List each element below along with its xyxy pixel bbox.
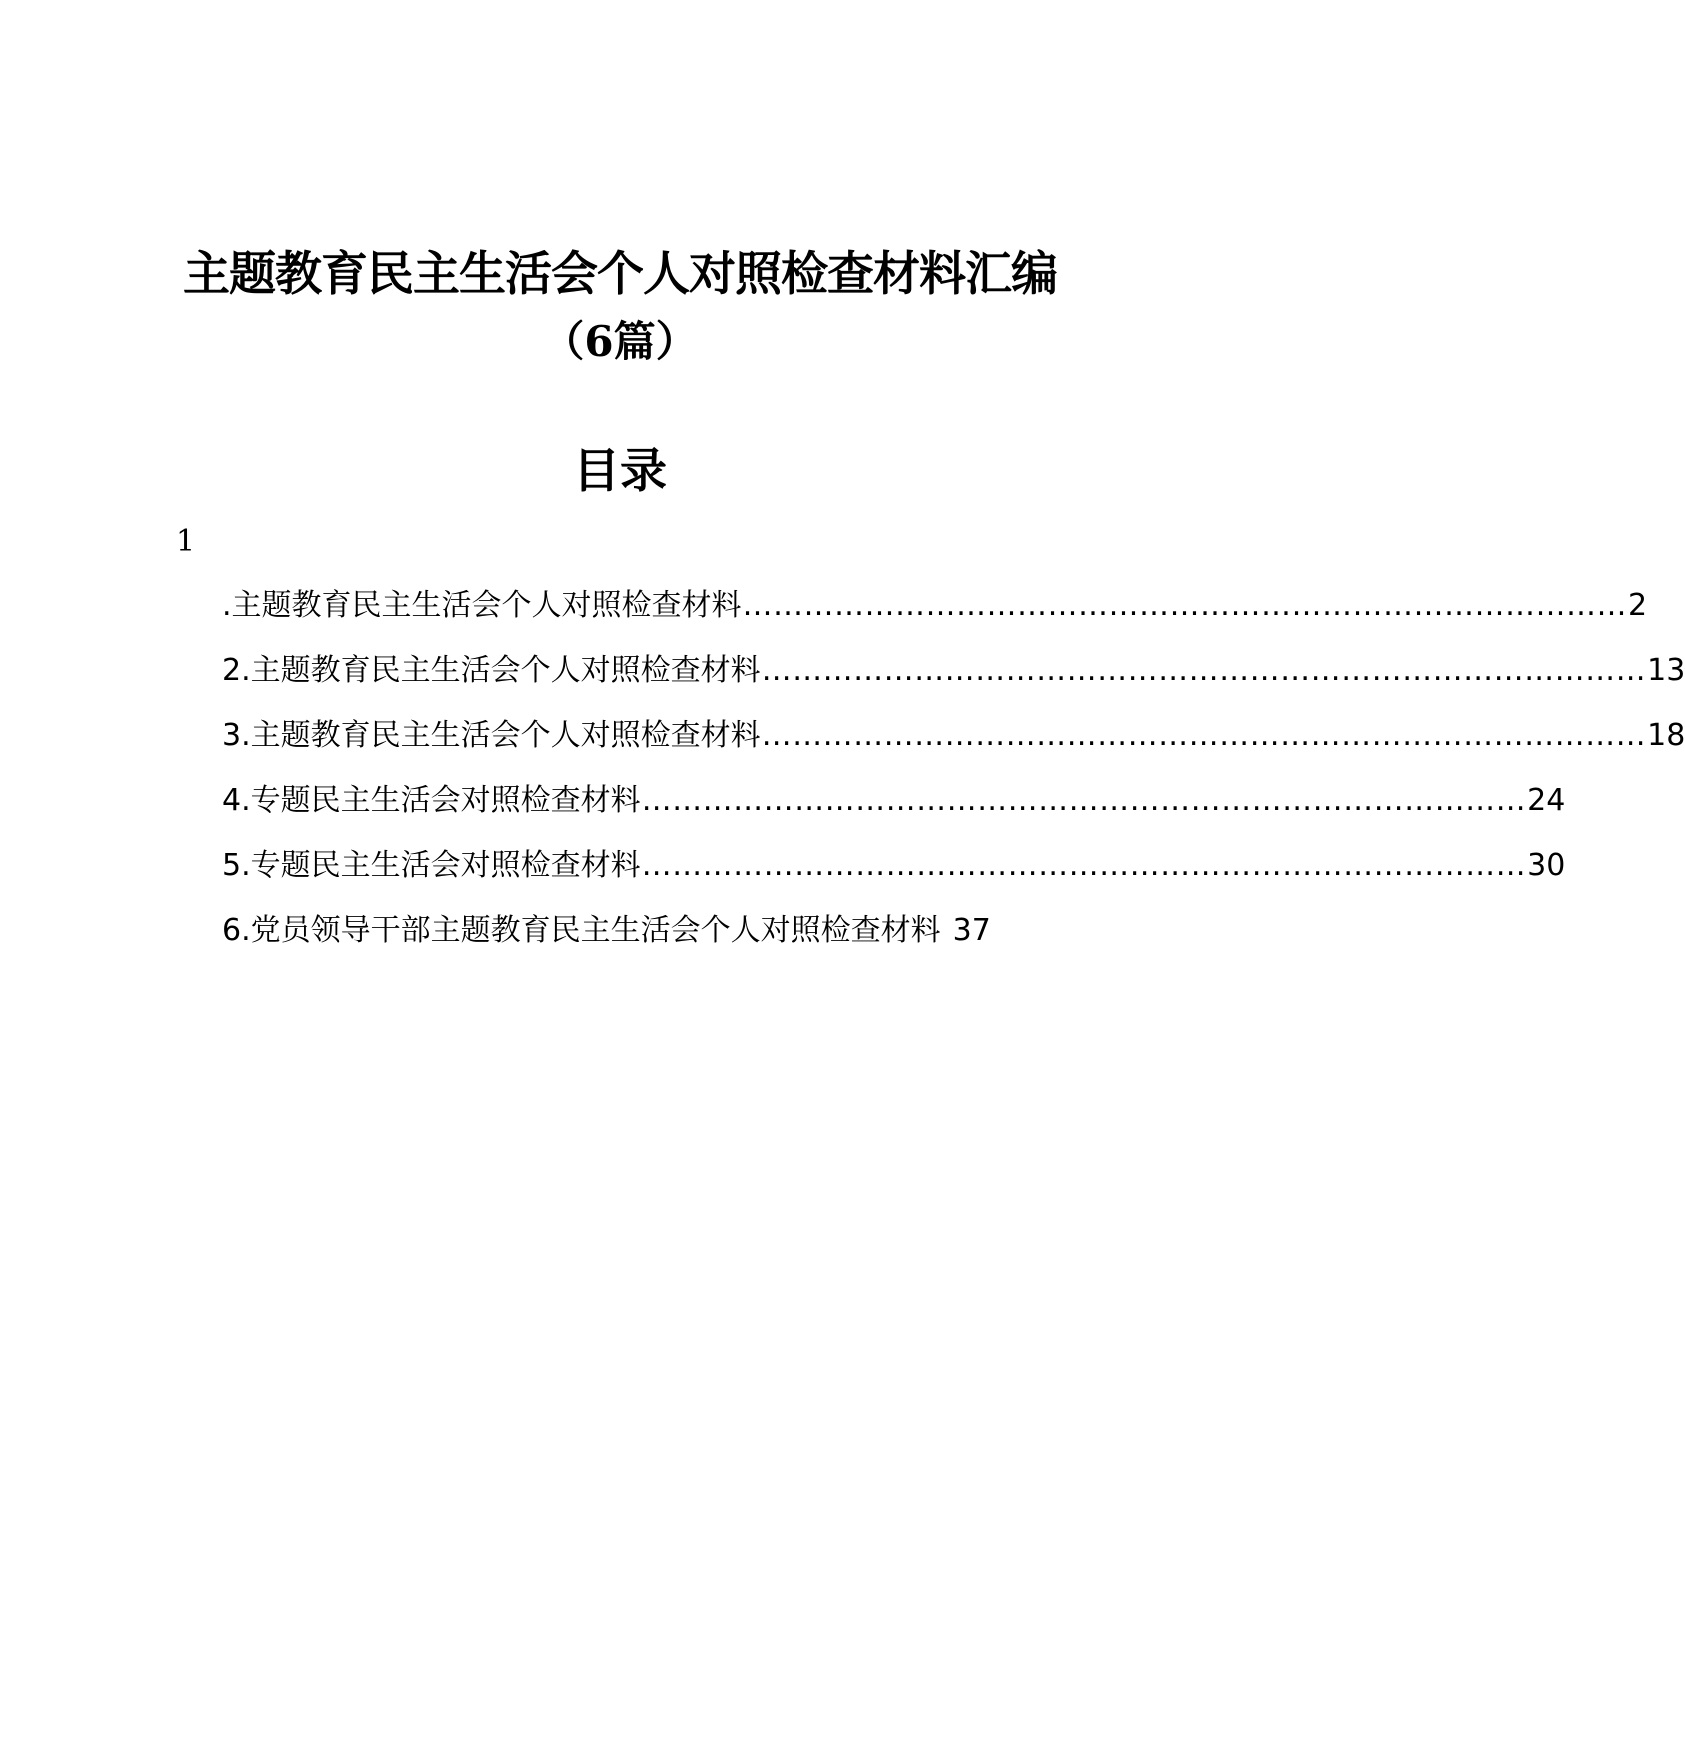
list-marker: 1 <box>176 524 196 559</box>
toc-entry-4[interactable] <box>222 781 1566 846</box>
toc-leader-dots: …………………………………………………………………………… <box>761 718 1647 753</box>
toc-entry-1[interactable] <box>222 586 1648 651</box>
toc-entry-label: 2.主题教育民主生活会个人对照检查材料 <box>222 653 761 688</box>
toc-leader-dots: …………………………………………………………………………… <box>761 653 1647 688</box>
toc-entry-page: 30 <box>1527 848 1566 883</box>
toc-entry-page: 2 <box>1628 588 1648 623</box>
toc-entry-6[interactable] <box>222 911 1082 976</box>
toc-entry-3[interactable] <box>222 716 1685 781</box>
toc-heading: 目录 <box>573 444 667 499</box>
title-count: （6篇） <box>542 317 698 366</box>
toc-leader-dots: …………………………………………………………………………… <box>641 783 1527 818</box>
document-title <box>0 242 1240 372</box>
toc-entry-label: .主题教育民主生活会个人对照检查材料 <box>222 588 742 623</box>
toc-entry-page: 37 <box>952 913 991 948</box>
title-main: 主题教育民主生活会个人对照检查材料汇编 <box>183 247 1057 302</box>
toc-leader-dots: …………………………………………………………………………… <box>742 588 1628 623</box>
toc-entry-label: 4.专题民主生活会对照检查材料 <box>222 783 641 818</box>
toc-entry-page: 18 <box>1647 718 1685 753</box>
toc-entry-5[interactable] <box>222 846 1566 911</box>
toc-entry-page: 24 <box>1527 783 1566 818</box>
toc-leader-dots: …………………………………………………………………………… <box>641 848 1527 883</box>
toc-entry-2[interactable] <box>222 651 1685 716</box>
toc-entry-label: 3.主题教育民主生活会个人对照检查材料 <box>222 718 761 753</box>
table-of-contents <box>222 586 1685 976</box>
toc-entry-label: 5.专题民主生活会对照检查材料 <box>222 848 641 883</box>
toc-entry-label: 6.党员领导干部主题教育民主生活会个人对照检查材料 <box>222 913 941 948</box>
toc-entry-page: 13 <box>1647 653 1685 688</box>
